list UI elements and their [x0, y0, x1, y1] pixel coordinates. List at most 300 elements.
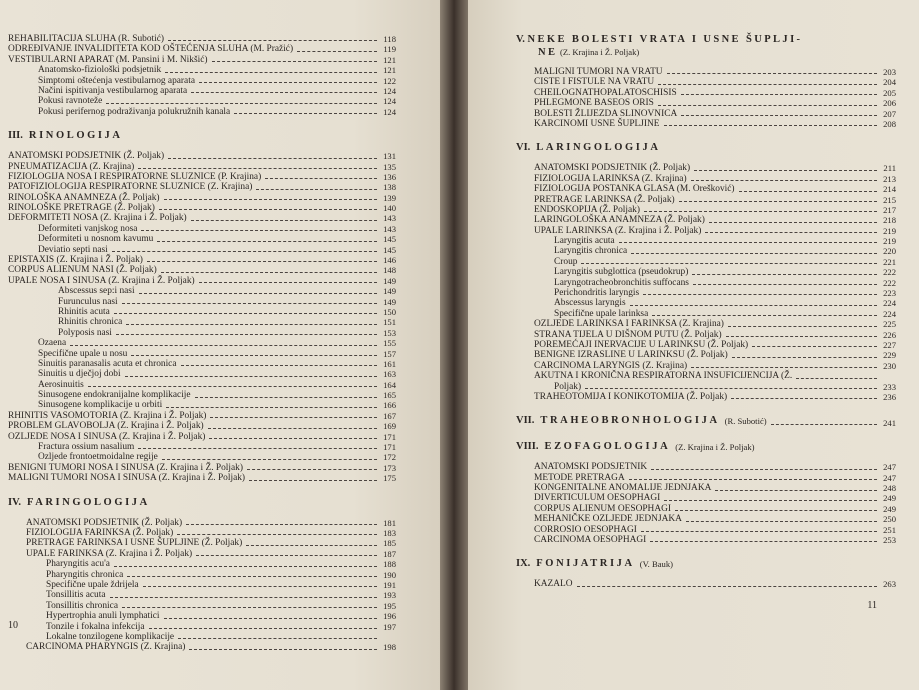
dash-leader	[693, 284, 877, 285]
toc-entry-page: 124	[383, 96, 396, 107]
dash-leader	[181, 365, 378, 366]
toc-entry	[8, 172, 396, 182]
toc-entry	[8, 380, 396, 390]
left-toc	[8, 34, 396, 653]
toc-entry-page: 195	[383, 600, 396, 611]
toc-entry-page: 148	[383, 265, 396, 276]
toc-entry	[8, 317, 396, 327]
toc-entry-page: 249	[883, 503, 896, 514]
toc-entry-title: ODREĐIVANJE INVALIDITETA KOD OŠTEĆENJA SLUHA (M. Pražić)	[8, 44, 294, 55]
dash-leader	[138, 448, 377, 449]
toc-entry	[516, 88, 896, 98]
toc-entry	[516, 288, 896, 298]
toc-entry-title: UPALE FARINKSA (Z. Krajina i Ž. Poljak)	[26, 548, 193, 559]
toc-entry	[8, 265, 396, 275]
dash-leader	[143, 586, 377, 587]
toc-entry	[8, 421, 396, 431]
toc-entry-title: PRETRAGE LARINKSA (Ž. Poljak)	[534, 194, 675, 205]
toc-entry	[516, 504, 896, 514]
toc-entry-page: 121	[383, 65, 396, 76]
section-heading	[8, 129, 396, 143]
toc-entry-page: 167	[383, 410, 396, 421]
dash-leader	[122, 303, 377, 304]
toc-entry	[516, 350, 896, 360]
dash-leader	[178, 638, 377, 639]
section-heading-text	[516, 414, 767, 428]
toc-entry-page: 196	[383, 611, 396, 622]
toc-entry	[8, 255, 396, 265]
toc-entry-page: 224	[883, 298, 896, 309]
toc-entry-title: PATOFIZIOLOGIJA RESPIRATORNE SLUZNICE (Z. Krajina)	[8, 182, 253, 193]
toc-entry	[516, 226, 896, 236]
toc-entry-title: UPALE LARINKSA (Z. Krajina i Ž. Poljak)	[534, 225, 702, 236]
dash-leader	[728, 326, 877, 327]
toc-entry-title: Laryngotracheobronchitis suffocans	[554, 277, 689, 288]
dash-leader	[752, 346, 877, 347]
toc-entry-title: Deformiteti u nosnom kavumu	[38, 234, 154, 245]
toc-entry-title: TRAHEOTOMIJA I KONIKOTOMIJA (Ž. Poljak)	[534, 391, 728, 402]
toc-entry-page: 124	[383, 85, 396, 96]
dash-leader	[256, 189, 377, 190]
dash-leader	[681, 94, 877, 95]
dash-leader	[122, 607, 377, 608]
dash-leader	[189, 649, 377, 650]
section-numeral: VI.	[516, 142, 531, 154]
toc-entry-page: 172	[383, 452, 396, 463]
toc-entry-page: 165	[383, 390, 396, 401]
toc-entry-page: 203	[883, 66, 896, 77]
toc-entry	[516, 535, 896, 545]
toc-entry-page: 157	[383, 348, 396, 359]
toc-entry	[516, 309, 896, 319]
toc-entry-page: 241	[883, 417, 896, 428]
toc-entry	[8, 338, 396, 348]
toc-entry	[516, 494, 896, 504]
dash-leader	[692, 274, 877, 275]
toc-entry	[8, 328, 396, 338]
section-author: (Z. Krajina i Ž. Poljak)	[560, 47, 640, 57]
toc-entry-page: 207	[883, 108, 896, 119]
toc-entry-page: 143	[383, 223, 396, 234]
toc-entry-page: 224	[883, 308, 896, 319]
toc-entry-page: 251	[883, 524, 896, 535]
section-title: FARINGOLOGIJA	[26, 496, 150, 508]
toc-entry-title: PRETRAGE FARINKSA I USNE ŠUPLJINE (Ž. Poljak)	[26, 538, 243, 549]
section-numeral: VII.	[516, 415, 535, 427]
dash-leader	[641, 531, 877, 532]
dash-leader	[149, 628, 377, 629]
toc-entry-page: 149	[383, 286, 396, 297]
toc-entry	[516, 579, 896, 589]
dash-leader	[246, 545, 377, 546]
dash-leader	[664, 500, 877, 501]
toc-entry	[8, 570, 396, 580]
dash-leader	[209, 438, 377, 439]
toc-entry	[516, 246, 896, 256]
toc-entry-page: 208	[883, 118, 896, 129]
toc-entry-title: Fractura ossium nasalium	[38, 442, 135, 453]
toc-entry	[8, 452, 396, 462]
toc-entry-title: Sinuitis u dječjoj dobi	[38, 369, 121, 380]
dash-leader	[265, 178, 377, 179]
toc-entry-page: 185	[383, 538, 396, 549]
toc-entry	[516, 525, 896, 535]
dash-leader	[208, 428, 377, 429]
toc-entry-title: DEFORMITETI NOSA (Z. Krajina i Ž. Poljak)	[8, 213, 187, 224]
section-title: RINOLOGIJA	[28, 130, 123, 142]
toc-entry	[516, 382, 896, 392]
toc-entry-title: FIZIOLOGIJA POSTANKA GLASA (M. Orešković)	[534, 184, 735, 195]
section-numeral: III.	[8, 130, 23, 142]
dash-leader	[631, 253, 877, 254]
toc-entry	[516, 340, 896, 350]
toc-entry-title: Sinusogene komplikacije u orbiti	[38, 400, 163, 411]
dash-leader	[157, 241, 377, 242]
dash-leader	[731, 398, 877, 399]
toc-entry-title: CORPUS ALIENUM OESOPHAGI	[534, 503, 671, 514]
toc-entry-page: 198	[383, 642, 396, 653]
toc-entry	[8, 286, 396, 296]
toc-entry-title: EPISTAXIS (Z. Krajina i Ž. Poljak)	[8, 255, 143, 266]
dash-leader	[199, 82, 377, 83]
toc-entry-title: RINOLOŠKE PRETRAGE (Ž. Poljak)	[8, 203, 155, 214]
dash-leader	[168, 40, 377, 41]
toc-entry	[516, 163, 896, 173]
toc-entry-title: FIZIOLOGIJA LARINKSA (Z. Krajina)	[534, 173, 687, 184]
toc-entry-page: 190	[383, 569, 396, 580]
toc-entry-title: DIVERTICULUM OESOPHAGI	[534, 493, 661, 504]
dash-leader	[691, 367, 877, 368]
toc-entry-page: 215	[883, 194, 896, 205]
dash-leader	[162, 459, 377, 460]
dash-leader	[210, 417, 377, 418]
toc-entry-title: LARINGOLOŠKA ANAMNEZA (Ž. Poljak)	[534, 215, 705, 226]
toc-entry-page: 155	[383, 338, 396, 349]
toc-entry	[8, 549, 396, 559]
toc-entry-page: 150	[383, 306, 396, 317]
toc-entry-title: PNEUMATIZACIJA (Z. Krajina)	[8, 161, 135, 172]
dash-leader	[732, 357, 877, 358]
toc-entry-title: CARCINOMA OESOPHAGI	[534, 535, 647, 546]
toc-entry	[8, 401, 396, 411]
toc-entry-title: POREMEĆAJI INERVACIJE U LARINKSU (Ž. Poljak)	[534, 339, 749, 350]
section-title-continued: NE	[538, 47, 558, 58]
toc-entry	[8, 224, 396, 234]
dash-leader	[652, 315, 877, 316]
dash-leader	[771, 424, 877, 425]
section-heading	[516, 557, 896, 571]
section-author: (V. Bauk)	[639, 559, 673, 570]
dash-leader	[658, 105, 877, 106]
toc-entry-page: 169	[383, 421, 396, 432]
toc-entry-title: Načini ispitivanja vestibularnog aparata	[38, 85, 188, 96]
toc-entry	[8, 601, 396, 611]
toc-entry-title: Specifične upale u nosu	[38, 348, 128, 359]
toc-entry	[8, 632, 396, 642]
dash-leader	[139, 293, 377, 294]
toc-entry-title: KONGENITALNE ANOMALIJE JEDNJAKA	[534, 483, 712, 494]
dash-leader	[131, 355, 377, 356]
toc-entry-page: 247	[883, 462, 896, 473]
toc-entry-title: BOLESTI ŽLIJEZDA SLINOVNICA	[534, 108, 678, 119]
toc-entry-title: ANATOMSKI PODSJETNIK (Ž. Poljak)	[26, 517, 183, 528]
toc-entry-title: Croup	[554, 256, 578, 267]
toc-entry-title: BENIGNI TUMORI NOSA I SINUSA (Z. Krajina i Ž. Poljak)	[8, 462, 243, 473]
dash-leader	[110, 597, 378, 598]
toc-entry-page: 188	[383, 559, 396, 570]
toc-entry	[516, 361, 896, 371]
dash-leader	[106, 103, 377, 104]
toc-entry-title: Abscessus laryngis	[554, 298, 626, 309]
toc-entry-title: Sinusogene endokranijalne komplikacije	[38, 390, 191, 401]
toc-entry-title: Rhinitis chronica	[58, 317, 123, 328]
toc-entry-title: OZLJEDE NOSA I SINUSA (Z. Krajina i Ž. Poljak)	[8, 431, 206, 442]
toc-entry-page: 145	[383, 244, 396, 255]
dash-leader	[186, 524, 377, 525]
toc-entry-title: Pokusi ravnoteže	[38, 96, 103, 107]
toc-entry-page: 214	[883, 184, 896, 195]
toc-entry-page: 173	[383, 462, 396, 473]
book-spine	[440, 0, 468, 690]
toc-entry-title: FIZIOLOGIJA FARINKSA (Ž. Poljak)	[26, 528, 174, 538]
toc-entry-title: Laryngitis subglottica (pseudokrup)	[554, 267, 689, 278]
toc-entry-page: 171	[383, 442, 396, 453]
dash-leader	[705, 232, 877, 233]
section-title: EZOFAGOLOGIJA	[544, 441, 671, 453]
dash-leader	[166, 407, 377, 408]
dash-leader	[619, 242, 877, 243]
toc-entry-title: Laryngitis chronica	[554, 246, 628, 257]
toc-entry-page: 226	[883, 329, 896, 340]
toc-entry-title: Pharyngitis chronica	[46, 569, 124, 580]
toc-entry-title: ENDOSKOPIJA (Ž. Poljak)	[534, 204, 640, 215]
toc-entry-title: Tonzile i fokalna infekcija	[46, 621, 145, 632]
toc-entry-page: 143	[383, 213, 396, 224]
toc-entry	[516, 319, 896, 329]
dash-leader	[739, 191, 877, 192]
dash-leader	[114, 566, 377, 567]
section-heading	[516, 34, 896, 59]
toc-entry	[8, 432, 396, 442]
section-heading	[516, 440, 896, 454]
toc-entry-page: 183	[383, 528, 396, 538]
dash-leader	[165, 72, 377, 73]
toc-entry-title: CARCINOMA LARYNGIS (Z. Krajina)	[534, 360, 688, 371]
toc-entry-page: 197	[383, 621, 396, 632]
toc-entry-title: CHEILOGNATHOPALATOSCHISIS	[534, 87, 677, 98]
toc-entry-page: 163	[383, 369, 396, 380]
dash-leader	[177, 534, 377, 535]
toc-entry-title: Aerosinuitis	[38, 379, 84, 390]
toc-entry	[8, 528, 396, 538]
section-numeral: IX.	[516, 558, 531, 570]
toc-entry-title: FIZIOLOGIJA NOSA I RESPIRATORNE SLUZNICE (P. Krajina)	[8, 171, 262, 182]
dash-leader	[715, 490, 877, 491]
toc-entry	[8, 442, 396, 452]
toc-entry-page: 151	[383, 317, 396, 328]
dash-leader	[147, 261, 377, 262]
dash-leader	[199, 282, 377, 283]
toc-entry-page: 138	[383, 182, 396, 193]
toc-entry-page: 211	[883, 163, 896, 174]
toc-entry	[8, 182, 396, 192]
dash-leader	[651, 469, 877, 470]
section-heading	[516, 414, 896, 428]
toc-entry	[8, 611, 396, 621]
toc-entry-page: 204	[883, 77, 896, 88]
toc-entry-page: 140	[383, 203, 396, 214]
toc-entry-page: 213	[883, 173, 896, 184]
toc-entry-title: Furunculus nasi	[58, 296, 118, 307]
dash-leader	[681, 115, 877, 116]
toc-entry-page: 164	[383, 379, 396, 390]
toc-entry	[8, 213, 396, 223]
dash-leader	[694, 170, 877, 171]
toc-entry-title: Abscessus sep:i nasi	[58, 286, 135, 297]
toc-entry-title: Perichondritis laryngis	[554, 288, 640, 299]
toc-entry-title: OZLJEDE LARINKSA I FARINKSA (Z. Krajina)	[534, 319, 724, 330]
toc-entry	[8, 193, 396, 203]
dash-leader	[234, 113, 377, 114]
toc-entry-page: 145	[383, 234, 396, 245]
toc-entry-title: Specifične upale larinksa	[554, 308, 649, 319]
toc-entry-title: Specifične upale ždrijela	[46, 579, 139, 590]
dash-leader	[585, 388, 877, 389]
toc-entry-page: 220	[883, 246, 896, 257]
section-title: LARINGOLOGIJA	[536, 142, 661, 154]
toc-entry	[8, 390, 396, 400]
toc-entry-title: Poljak)	[554, 381, 582, 392]
toc-entry	[516, 174, 896, 184]
toc-entry-title: Polyposis nasi	[58, 327, 112, 338]
toc-entry-page: 225	[883, 319, 896, 330]
toc-entry-page: 139	[383, 192, 396, 203]
toc-entry-title: Sinuitis paranasalis acuta et chronica	[38, 358, 177, 369]
dash-leader	[212, 61, 378, 62]
toc-entry	[8, 580, 396, 590]
toc-entry-title: CORPUS ALIENUM NASI (Ž. Poljak)	[8, 265, 157, 276]
toc-entry-title: AKUTNA I KRONIČNA RESPIRATORNA INSUFICIJENCIJA (Ž.	[534, 371, 793, 382]
section-title: TRAHEOBRONHOLOGIJA	[540, 415, 720, 427]
dash-leader	[664, 125, 877, 126]
toc-entry	[516, 483, 896, 493]
toc-entry	[516, 205, 896, 215]
toc-entry	[516, 109, 896, 119]
section-title: FONIJATRIJA	[536, 558, 635, 570]
toc-entry-title: Tonsillitis chronica	[46, 600, 118, 611]
toc-entry	[8, 622, 396, 632]
toc-entry	[8, 234, 396, 244]
dash-leader	[114, 313, 377, 314]
toc-entry-page: 222	[883, 277, 896, 288]
dash-leader	[629, 479, 877, 480]
dash-leader	[116, 334, 377, 335]
toc-entry-title: Ozaena	[38, 338, 67, 349]
toc-entry-page: 223	[883, 288, 896, 299]
toc-entry	[8, 369, 396, 379]
toc-entry	[8, 86, 396, 96]
toc-entry-page: 119	[383, 44, 396, 55]
toc-entry-title: ANATOMSKI PODSJETNIK (Ž. Poljak)	[8, 151, 165, 162]
toc-entry-title: MALIGNI TUMORI NA VRATU	[534, 66, 663, 77]
dash-leader	[138, 168, 377, 169]
page-number-right: 11	[867, 600, 877, 611]
toc-entry-title: ANATOMSKI PODSJETNIK (Ž. Poljak)	[534, 163, 691, 174]
dash-leader	[726, 336, 877, 337]
dash-leader	[581, 263, 877, 264]
toc-entry-page: 149	[383, 296, 396, 307]
toc-entry-page: 219	[883, 225, 896, 236]
dash-leader	[658, 84, 877, 85]
section-title: NEKE BOLESTI VRATA I USNE ŠUPLJI-	[527, 34, 803, 45]
toc-entry	[8, 559, 396, 569]
toc-entry-page: 218	[883, 215, 896, 226]
toc-entry-page: 118	[383, 33, 396, 44]
toc-entry	[516, 119, 896, 129]
left-page	[0, 0, 440, 690]
section-numeral: VIII.	[516, 441, 539, 453]
toc-entry-page: 131	[383, 151, 396, 162]
dash-leader	[297, 51, 377, 52]
toc-entry	[516, 462, 896, 472]
toc-entry-title: STRANA TIJELA U DIŠNOM PUTU (Ž. Poljak)	[534, 329, 722, 340]
toc-entry-page: 193	[383, 590, 396, 601]
toc-entry	[516, 184, 896, 194]
dash-leader	[196, 555, 377, 556]
dash-leader	[127, 576, 377, 577]
toc-entry-title: Laryngitis acuta	[554, 236, 615, 247]
toc-entry-title: KARCINOMI USNE ŠUPLJINE	[534, 118, 660, 129]
toc-entry-title: CARCINOMA PHARYNGIS (Z. Krajina)	[26, 642, 186, 653]
toc-entry	[516, 236, 896, 246]
dash-leader	[191, 92, 377, 93]
toc-entry-title: Deviatio septi nasi	[38, 244, 108, 255]
toc-entry-title: Tonsillitis acuta	[46, 590, 106, 601]
toc-entry	[8, 411, 396, 421]
toc-entry-page: 191	[383, 579, 396, 590]
toc-entry-page: 171	[383, 431, 396, 442]
toc-entry	[8, 276, 396, 286]
dash-leader	[650, 541, 877, 542]
dash-leader	[709, 222, 877, 223]
toc-entry	[516, 195, 896, 205]
toc-entry	[8, 359, 396, 369]
toc-entry-page: 253	[883, 535, 896, 546]
toc-entry	[516, 473, 896, 483]
toc-entry-title: Pharyngitis acu'a	[46, 559, 110, 570]
dash-leader	[164, 618, 377, 619]
toc-entry-title: Pokusi perifernog podraživanja polukružnih kanala	[38, 106, 231, 117]
toc-entry-page: 219	[883, 236, 896, 247]
dash-leader	[195, 397, 377, 398]
toc-entry	[8, 463, 396, 473]
toc-entry-page: 166	[383, 400, 396, 411]
dash-leader	[796, 378, 877, 379]
toc-entry-title: BENIGNE IZRASLINE U LARINKSU (Ž. Poljak)	[534, 350, 728, 361]
dash-leader	[161, 272, 377, 273]
dash-leader	[667, 73, 877, 74]
toc-entry-title: UPALE NOSA I SINUSA (Z. Krajina i Ž. Poljak)	[8, 275, 195, 286]
toc-entry	[516, 371, 896, 381]
section-heading	[8, 496, 396, 510]
toc-entry-title: METODE PRETRAGA	[534, 472, 625, 483]
toc-entry-page: 230	[883, 360, 896, 371]
toc-entry	[8, 65, 396, 75]
toc-entry-title: Simptomi oštećenja vestibularnog aparata	[38, 75, 195, 86]
toc-entry	[516, 98, 896, 108]
toc-entry	[8, 203, 396, 213]
toc-entry	[8, 642, 396, 652]
